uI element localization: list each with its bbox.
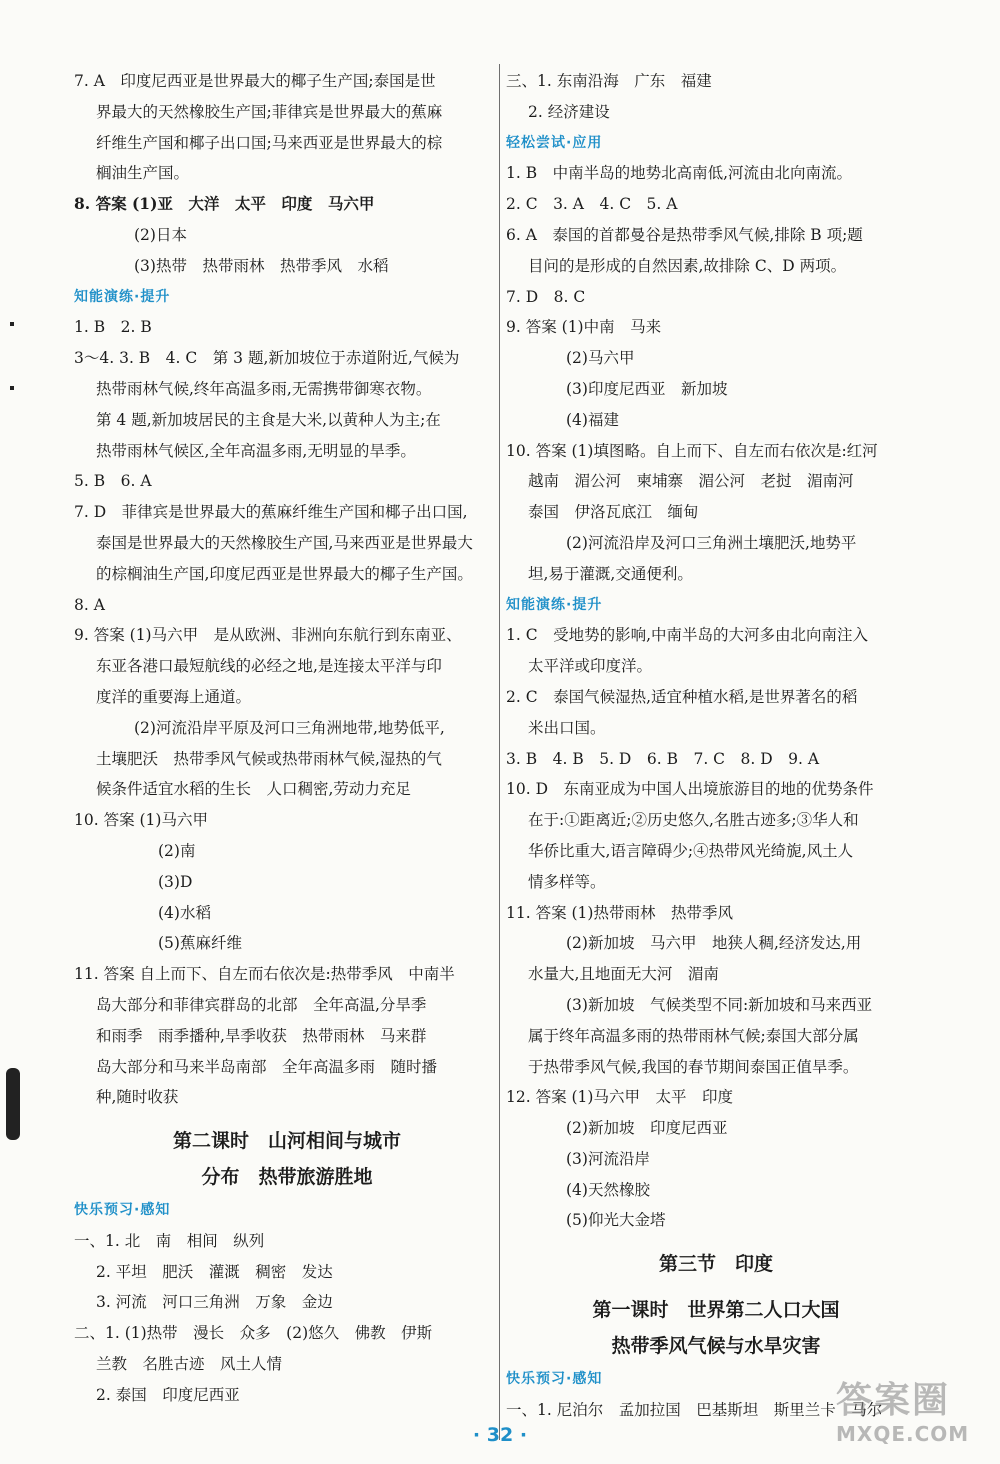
answer-line: 热带雨林气候区,全年高温多雨,无明显的旱季。 [96,441,416,460]
answer-line: (2)马六甲 [566,349,635,368]
answer-line: (3)D [158,872,193,891]
page-number: · 32 · [472,1424,528,1446]
answer-line: (3)河流沿岸 [566,1149,650,1168]
answer-line: (3)热带 热带雨林 热带季风 水稻 [134,256,389,275]
section-label: 轻松尝试·应用 [506,134,603,151]
answer-line: 1. B 中南半岛的地势北高南低,河流由北向南流。 [506,164,853,183]
answer-line: 热带雨林气候,终年高温多雨,无需携带御寒衣物。 [96,379,432,398]
answer-line: 一、1. 尼泊尔 孟加拉国 巴基斯坦 斯里兰卡 马尔 [506,1401,883,1420]
answer-line: 3. 河流 河口三角洲 万象 金边 [96,1293,333,1312]
answer-line: 1. B 2. B [74,318,152,337]
answer-line: 米出口国。 [528,718,606,737]
answer-line: 榈油生产国。 [96,164,190,183]
answer-line: 纤维生产国和椰子出口国;马来西亚是世界最大的棕 [96,133,443,152]
answer-line: 水量大,且地面无大河 湄南 [528,965,719,984]
answer-line: 第 4 题,新加坡居民的主食是大米,以黄种人为主;在 [96,410,441,429]
answer-line: 11. 答案 (1)热带雨林 热带季风 [506,903,733,922]
answer-line: 10. 答案 (1)马六甲 [74,811,208,830]
answer-line: 东亚各港口最短航线的必经之地,是连接太平洋与印 [96,657,442,676]
answer-line: 12. 答案 (1)马六甲 太平 印度 [506,1088,733,1107]
answer-line: 8. 答案 (1)亚 大洋 太平 印度 马六甲 [74,194,375,214]
section-heading: 第一课时 世界第二人口大国 [592,1299,840,1322]
section-label: 快乐预习·感知 [506,1371,603,1388]
column-divider [499,64,500,1440]
section-heading: 分布 热带旅游胜地 [201,1166,373,1189]
answer-line: 于热带季风气候,我国的春节期间泰国正值旱季。 [528,1057,859,1076]
answer-line: (2)日本 [134,225,187,244]
answer-line: 2. C 泰国气候湿热,适宜种植水稻,是世界著名的稻 [506,687,858,706]
answer-line: 度洋的重要海上通道。 [96,687,252,706]
section-heading: 第二课时 山河相间与城市 [172,1130,401,1153]
answer-line: 在于:①距离近;②历史悠久,名胜古迹多;③华人和 [528,811,859,830]
answer-line: 2. 经济建设 [528,102,610,121]
answer-line: 泰国 伊洛瓦底江 缅甸 [528,503,699,522]
answer-line: 3～4. 3. B 4. C 第 3 题,新加坡位于赤道附近,气候为 [74,349,460,368]
answer-line: 界最大的天然橡胶生产国;菲律宾是世界最大的蕉麻 [96,102,443,121]
answer-line: 情多样等。 [528,872,606,891]
answer-line: (2)河流沿岸及河口三角洲土壤肥沃,地势平 [566,533,857,552]
section-label: 快乐预习·感知 [74,1202,171,1219]
answer-line: 种,随时收获 [96,1088,179,1107]
watermark-logo [836,1380,986,1452]
answer-line: 5. B 6. A [74,472,152,491]
answer-line: (2)南 [158,841,196,860]
answer-line: 9. 答案 (1)中南 马来 [506,318,662,337]
answer-line: (2)新加坡 印度尼西亚 [566,1119,728,1138]
binding-shadow [6,1068,20,1140]
answer-line: (2)新加坡 马六甲 地狭人稠,经济发达,用 [566,934,862,953]
section-label: 知能演练·提升 [74,288,171,305]
answer-line: 土壤肥沃 热带季风气候或热带雨林气候,湿热的气 [96,749,442,768]
answer-line: (4)福建 [566,410,619,429]
answer-line: 10. D 东南亚成为中国人出境旅游目的地的优势条件 [506,780,874,799]
answer-line: 7. A 印度尼西亚是世界最大的椰子生产国;泰国是世 [74,72,436,90]
scan-mark [10,322,14,326]
answer-line: 越南 湄公河 柬埔寨 湄公河 老挝 湄南河 [528,472,854,491]
answer-line: 华侨比重大,语言障碍少;④热带风光绮旎,风土人 [528,841,854,860]
answer-line: (4)天然橡胶 [566,1180,650,1199]
answer-line: 2. C 3. A 4. C 5. A [506,195,678,214]
answer-line: (3)印度尼西亚 新加坡 [566,379,728,398]
answer-line: 二、1. (1)热带 漫长 众多 (2)悠久 佛教 伊斯 [74,1324,433,1343]
answer-line: (2)河流沿岸平原及河口三角洲地带,地势低平, [134,718,445,737]
answer-line: 11. 答案 自上而下、自左而右依次是:热带季风 中南半 [74,965,455,984]
answer-line: 太平洋或印度洋。 [528,657,653,676]
answer-line: 岛大部分和菲律宾群岛的北部 全年高温,分旱季 [96,995,427,1014]
answer-line: 10. 答案 (1)填图略。自上而下、自左而右依次是:红河 [506,441,878,460]
page-number-value: 32 [486,1424,514,1446]
answer-line: 6. A 泰国的首都曼谷是热带季风气候,排除 B 项;题 [506,225,863,244]
section-label: 知能演练·提升 [506,596,603,613]
answer-line: (5)仰光大金塔 [566,1211,666,1230]
answer-line: 一、1. 北 南 相间 纵列 [74,1231,265,1250]
answer-line: 目问的是形成的自然因素,故排除 C、D 两项。 [528,256,847,275]
section-heading: 热带季风气候与水旱灾害 [611,1335,821,1358]
answer-line: 属于终年高温多雨的热带雨林气候;泰国大部分属 [528,1026,859,1045]
answer-line: 三、1. 东南沿海 广东 福建 [506,72,712,90]
answer-line: 8. A [74,595,105,614]
answer-line: 9. 答案 (1)马六甲 是从欧洲、非洲向东航行到东南亚、 [74,626,462,645]
answer-line: (3)新加坡 气候类型不同:新加坡和马来西亚 [566,995,873,1014]
answer-line: 2. 平坦 肥沃 灌溉 稠密 发达 [96,1262,333,1281]
answer-line: 兰教 名胜古迹 风土人情 [96,1355,283,1374]
answer-line: 1. C 受地势的影响,中南半岛的大河多由北向南注入 [506,626,869,645]
answer-line: 2. 泰国 印度尼西亚 [96,1385,240,1404]
answer-line: 的棕榈油生产国,印度尼西亚是世界最大的椰子生产国。 [96,564,473,583]
section-heading: 第三节 印度 [658,1253,773,1276]
answer-line: 3. B 4. B 5. D 6. B 7. C 8. D 9. A [506,749,820,768]
answer-line: 候条件适宜水稻的生长 人口稠密,劳动力充足 [96,780,411,799]
right-column [506,66,926,1426]
answer-line: 泰国是世界最大的天然橡胶生产国,马来西亚是世界最大 [96,533,473,552]
answer-line: 坦,易于灌溉,交通便利。 [528,564,693,583]
answer-line: (4)水稻 [158,903,211,922]
left-column [74,66,500,1411]
watermark-line2: MXQE.COM [836,1422,970,1446]
watermark-line1: 答案圈 [836,1380,951,1421]
answer-line: 和雨季 雨季播种,旱季收获 热带雨林 马来群 [96,1026,427,1045]
answer-line: (5)蕉麻纤维 [158,934,242,953]
answer-line: 7. D 8. C [506,287,586,306]
scan-mark [10,386,14,390]
answer-line: 7. D 菲律宾是世界最大的蕉麻纤维生产国和椰子出口国, [74,503,468,522]
answer-line: 岛大部分和马来半岛南部 全年高温多雨 随时播 [96,1057,438,1076]
